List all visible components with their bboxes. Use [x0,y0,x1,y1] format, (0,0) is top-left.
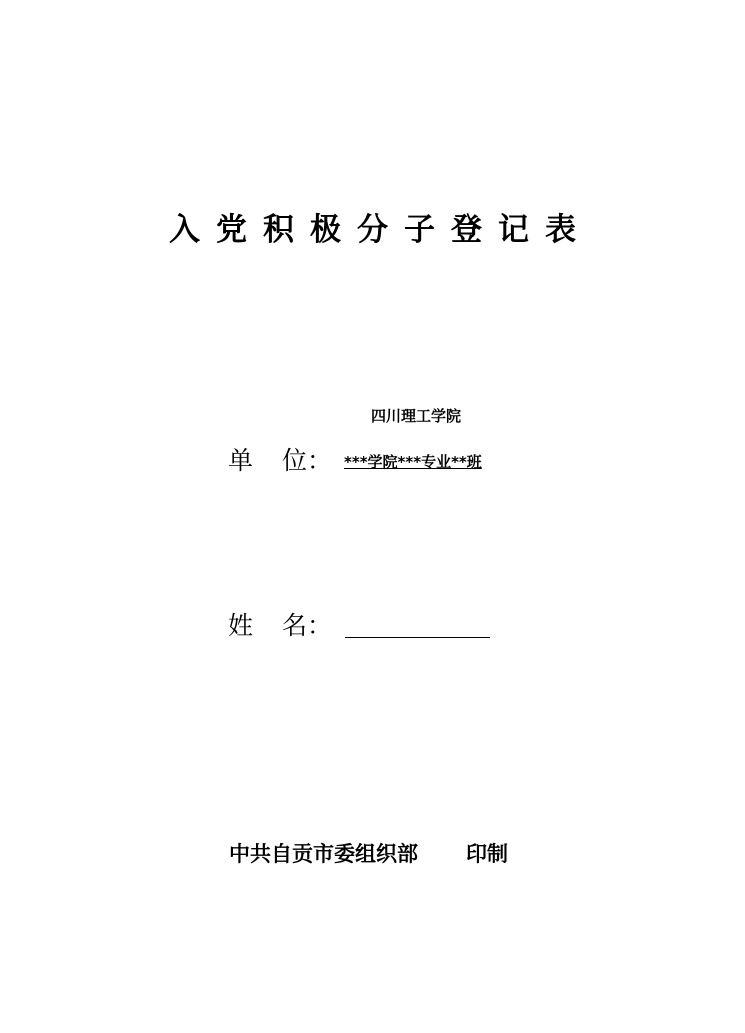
school-name: 四川理工学院 [371,407,462,425]
issuer-name: 中共自贡市委组织部 [229,842,418,866]
document-title: 入党积极分子登记表 [169,212,592,248]
name-label-char-1: 姓 [228,611,254,640]
name-blank-line [345,637,490,638]
unit-label-char-2: 位： [282,446,333,475]
print-label: 印制 [466,842,508,866]
unit-label [228,443,332,479]
name-label-char-2: 名： [282,611,333,640]
name-label [228,608,332,644]
footer-issuer [229,838,508,870]
unit-label-char-1: 单 [228,446,254,475]
unit-value: ***学院***专业**班 [344,453,482,471]
